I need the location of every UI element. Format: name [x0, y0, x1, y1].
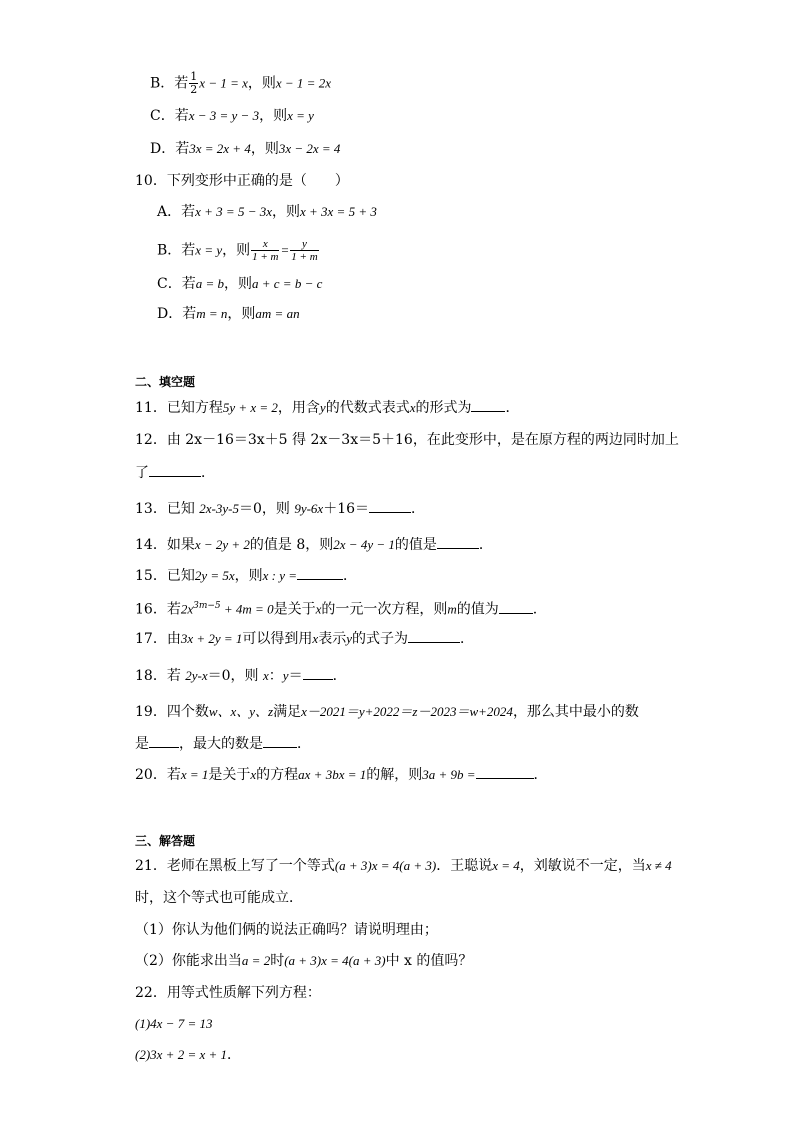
- fraction: $\frac{x}{1 + m}$: [252, 238, 279, 263]
- q9-option-d: D．若3x = 2x + 4，则3x − 2x = 4: [150, 141, 341, 157]
- answer-blank[interactable]: [408, 628, 460, 643]
- answer-blank[interactable]: [437, 534, 479, 549]
- q21-line2: 时，这个等式也可能成立．: [135, 890, 303, 906]
- fraction: $\frac{1}{2}$: [190, 70, 198, 96]
- q10-stem: 10．下列变形中正确的是（ ）: [135, 173, 349, 189]
- q19-line1: 19．四个数w、x、y、z满足x－2021＝y+2022＝z－2023＝w+2024，那么其中最小的数: [135, 704, 639, 720]
- answer-blank[interactable]: [369, 498, 411, 513]
- answer-blank[interactable]: [263, 733, 297, 748]
- answer-blank[interactable]: [476, 764, 534, 779]
- answer-blank[interactable]: [149, 462, 201, 477]
- answer-blank[interactable]: [149, 733, 179, 748]
- fraction: $\frac{y}{1 + m}$: [291, 238, 318, 263]
- q21-sub2: （2）你能求出当a = 2时(a + 3)x = 4(a + 3)中 x 的值吗？: [135, 953, 473, 969]
- q12-line1: 12．由 2x－16＝3x＋5 得 2x－3x＝5＋16，在此变形中，是在原方程的两边同时加上: [135, 432, 679, 448]
- answer-blank[interactable]: [471, 397, 505, 412]
- q11: 11．已知方程5y + x = 2，用含y的代数式表式x的形式为 ．: [135, 397, 519, 418]
- option-label: B．若: [150, 75, 189, 92]
- section-heading-fill-in: 二、填空题: [135, 375, 196, 389]
- q9-option-c: C．若x − 3 = y − 3，则x = y: [150, 108, 314, 124]
- q19-line2: 是 ，最大的数是 ．: [135, 733, 311, 754]
- q16: 16．若$2x^{3m-5} + 4m = 0$是关于x的一元一次方程，则m的值为 .: [135, 596, 537, 620]
- q10-option-a: A．若x + 3 = 5 − 3x，则x + 3x = 5 + 3: [157, 204, 377, 220]
- q22-sub2: (2)3x + 2 = x + 1．: [135, 1047, 242, 1063]
- q10-option-c: C．若a = b，则a + c = b − c: [157, 276, 323, 292]
- q10-option-d: D．若m = n，则am = an: [157, 306, 300, 322]
- q13: 13．已知 2x-3y-5＝0，则 9y-6x＋16＝ ．: [135, 498, 425, 519]
- math-expr: x − 1 = 2x: [275, 75, 331, 91]
- answer-blank[interactable]: [303, 665, 333, 680]
- q12-line2: 了 ．: [135, 462, 215, 483]
- q10-option-b: B．若x = y，则 $\frac{x}{1 + m}$ = $\frac{y}{1 + m}$: [157, 238, 318, 263]
- q21-sub1: （1）你认为他们俩的说法正确吗？请说明理由；: [135, 922, 438, 938]
- math-expr: x − 1 = x: [199, 75, 248, 91]
- q14: 14．如果x − 2y + 2的值是 8，则2x − 4y − 1的值是 ．: [135, 534, 493, 555]
- q20: 20．若x = 1是关于x的方程ax + 3bx = 1的解，则3a + 9b = ．: [135, 764, 548, 785]
- section-heading-solve: 三、解答题: [135, 834, 196, 848]
- q22-sub1: (1)4x − 7 = 13: [135, 1016, 213, 1031]
- q18: 18．若 2y-x＝0，则 x：y＝ ．: [135, 665, 347, 686]
- q15: 15．已知2y = 5x，则x : y = ．: [135, 565, 357, 586]
- q17: 17．由3x + 2y = 1可以得到用x表示y的式子为 ．: [135, 628, 474, 649]
- q22-stem: 22．用等式性质解下列方程：: [135, 985, 321, 1001]
- q9-option-b: B．若 $\frac{1}{2}$ x − 1 = x，则x − 1 = 2x: [150, 70, 331, 96]
- answer-blank[interactable]: [499, 599, 533, 614]
- answer-blank[interactable]: [297, 565, 343, 580]
- q21-line1: 21．老师在黑板上写了一个等式(a + 3)x = 4(a + 3)．王聪说x = 4，刘敏说不一定，当x ≠ 4: [135, 858, 672, 874]
